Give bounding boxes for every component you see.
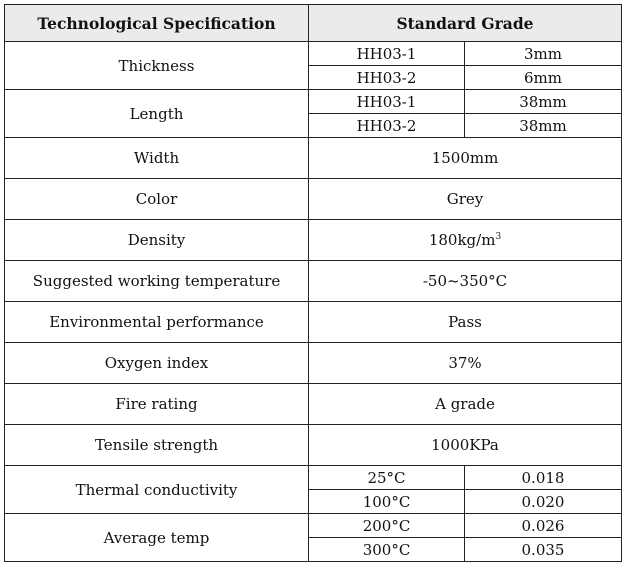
width-label: Width — [5, 138, 309, 179]
length-model: HH03-2 — [309, 114, 465, 138]
color-label: Color — [5, 179, 309, 220]
header-spec: Technological Specification — [5, 5, 309, 42]
thermal-value: 0.035 — [465, 538, 622, 562]
table-row — [5, 138, 622, 179]
table-row — [5, 261, 622, 302]
thickness-value: 3mm — [465, 42, 622, 66]
thickness-value: 6mm — [465, 66, 622, 90]
color-value: Grey — [309, 179, 622, 220]
density-value — [309, 220, 622, 261]
length-model: HH03-1 — [309, 90, 465, 114]
fire-label: Fire rating — [5, 384, 309, 425]
oxygen-value: 37% — [309, 343, 622, 384]
table-row — [5, 466, 622, 490]
tensile-label: Tensile strength — [5, 425, 309, 466]
thermal-value: 0.020 — [465, 490, 622, 514]
table-row — [5, 179, 622, 220]
thickness-label: Thickness — [5, 42, 309, 90]
density-superscript: 3 — [495, 232, 502, 242]
thickness-model: HH03-2 — [309, 66, 465, 90]
header-row — [5, 5, 622, 42]
oxygen-label: Oxygen index — [5, 343, 309, 384]
working-temp-label: Suggested working temperature — [5, 261, 309, 302]
thermal-temp: 200°C — [309, 514, 465, 538]
table-row — [5, 514, 622, 538]
table-row — [5, 42, 622, 66]
thermal-temp: 25°C — [309, 466, 465, 490]
density-value-text: 180kg/m — [428, 231, 496, 249]
table-row — [5, 90, 622, 114]
density-label: Density — [5, 220, 309, 261]
environmental-value: Pass — [309, 302, 622, 343]
thickness-model: HH03-1 — [309, 42, 465, 66]
width-value: 1500mm — [309, 138, 622, 179]
thermal-temp: 300°C — [309, 538, 465, 562]
table-row — [5, 302, 622, 343]
thermal-temp: 100°C — [309, 490, 465, 514]
header-grade: Standard Grade — [309, 5, 622, 42]
length-value: 38mm — [465, 90, 622, 114]
specification-table — [4, 4, 622, 562]
thermal-value: 0.018 — [465, 466, 622, 490]
fire-value: A grade — [309, 384, 622, 425]
table-row — [5, 220, 622, 261]
length-label: Length — [5, 90, 309, 138]
table-row — [5, 425, 622, 466]
table-row — [5, 384, 622, 425]
length-value: 38mm — [465, 114, 622, 138]
average-temp-label: Average temp — [5, 514, 309, 562]
table-row — [5, 343, 622, 384]
tensile-value: 1000KPa — [309, 425, 622, 466]
environmental-label: Environmental performance — [5, 302, 309, 343]
thermal-label: Thermal conductivity — [5, 466, 309, 514]
working-temp-value: -50~350°C — [309, 261, 622, 302]
thermal-value: 0.026 — [465, 514, 622, 538]
